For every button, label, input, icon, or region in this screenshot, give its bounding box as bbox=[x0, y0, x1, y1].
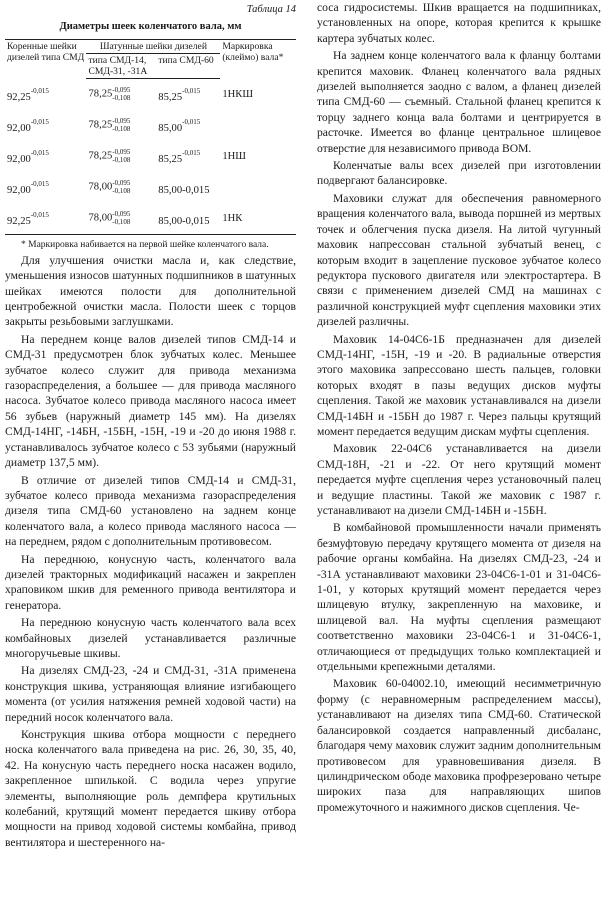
table-footnote: * Маркировка набивается на первой шейке коленчатого вала. bbox=[21, 239, 269, 250]
marking-cell bbox=[220, 172, 296, 203]
paragraph: В комбайновой промышленности начали применять безмуфтовую передачу крутящего момента от дизеля на рабочие органы комбайна. На дизелях СМД-23, -24 и -31А устанавливают маховики 23-04С6-1-01 и 31-04С6-1-01, у которых крутящий момент передается через шлицевую втулку, закрепленную на маховике, и шлицевой вал. На муфты сцепления размещают соответственно маховики 23-04С6-1 и 31-04С6-1, отличающиеся от предыдущих только комплектацией и отдельными крепежными деталями. bbox=[317, 521, 601, 674]
table-caption: Таблица 14 bbox=[246, 4, 296, 15]
paragraph: Маховик 14-04С6-1Б предназначен для дизелей СМД-14НГ, -15Н, -19 и -20. В радиальные отверстия этого маховика запрессовано шесть пальцев, головки которых входят в пазы ведущих дисков муфты сцепления. Такой же маховик устанавливался на дизели СМД-14БН и -15БН до 1987 г. Через пальцы крутящий момент передается ведущим дискам муфты сцепления. bbox=[317, 332, 601, 438]
diameters-table bbox=[5, 39, 296, 235]
marking-cell: 1НК bbox=[220, 203, 296, 235]
paragraph: В отличие от дизелей типов СМД-14 и СМД-31, зубчатое колесо привода механизма газораспределения дизеля типа СМД-60 установлено на заднем конце коленчатого вала, а колесо привода масляного насоса — на переднем, рядом с дополнительным противовесом. bbox=[5, 473, 296, 549]
rod-journal-smd60-cell: $85,25^{-0,015}$ bbox=[158, 148, 201, 165]
main-journal-cell: $92,25^{-0,015}$ bbox=[5, 203, 86, 235]
table-row bbox=[5, 172, 296, 203]
paragraph: На переднюю конусную часть коленчатого вала всех комбайновых дизелей устанавливается различные многоручьевые шкивы. bbox=[5, 616, 296, 660]
rod-journal-smd14-cell: 78,25 -0,095 -0,108 bbox=[88, 86, 131, 103]
main-journal-cell: $92,00^{-0,015}$ bbox=[7, 148, 49, 165]
paragraph: На переднем конце валов дизелей типов СМД-14 и СМД-31 предусмотрен блок зубчатых колес. Меньшее зубчатое колесо служит для привода механизма газораспределения, а большее — для привода масляного насоса. Зубчатое колесо привода масляного насоса имеет 56 зубьев (наружный диаметр 145 мм). На дизелях СМД-14НГ, -14БН, -15БН, -15Н, -19 и -20 до июня 1988 г. устанавливалось зубчатое колесо с 53 зубьями (наружный диаметр 137,5 мм). bbox=[5, 332, 296, 470]
rod-journal-smd60-cell: 85,00-0,015 bbox=[158, 184, 210, 196]
marking-cell: 1НШ bbox=[222, 150, 246, 162]
paragraph: На заднем конце коленчатого вала к фланцу болтами крепится маховик. Фланец коленчатого вала рядных дизелей выполняется заодно с валом, а фланец дизелей типа СМД-60 — съемный. Стальной фланец крепится к торцу заднего конца вала болтами и центрируется в расточке. Имеется во фланце центральное шлицевое отверстие для независимого привода ВОМ. bbox=[317, 49, 601, 155]
paragraph: На дизелях СМД-23, -24 и СМД-31, -31А применена конструкция шкива, устраняющая влияние изгибающего момента (от усилия натяжения ремней ходовой части) на передний носок коленчатого вала. bbox=[5, 664, 296, 724]
table-row bbox=[5, 110, 296, 141]
header-smd14: типа СМД-14, СМД-31, -31А bbox=[86, 53, 156, 78]
marking-cell bbox=[220, 110, 296, 141]
left-column bbox=[5, 0, 296, 852]
paragraph: На переднюю, конусную часть, коленчатого вала дизелей тракторных модификаций насажен и закреплен храповиком шкив для ременного привода вентилятора и генератора. bbox=[5, 552, 296, 612]
header-main-journals: Коренные шейки дизелей типа СМД bbox=[5, 39, 86, 78]
header-marking: Маркировка (клеймо) вала* bbox=[220, 39, 296, 78]
paragraph: Маховики служат для обеспечения равномерного вращения коленчатого вала, вывода поршней из мертвых точек и облегчения пуска дизеля. На литой чугунный маховик напрессован стальной зубчатый венец, с которым входит в зацепление пусковое зубчатое колесо редуктора пускового двигателя или электростартера. В связи с применением дизелей СМД на машинах с различной конструкцией муфт сцепления маховики этих дизелей различны. bbox=[317, 191, 601, 329]
main-journal-cell: $92,00^{-0,015}$ bbox=[7, 179, 49, 196]
rod-journal-smd14-cell: 78,25 -0,095 -0,108 bbox=[88, 117, 131, 134]
rod-journal-smd14-cell: 78,00 -0,095 -0,108 bbox=[86, 203, 156, 235]
marking-cell: 1НКШ bbox=[222, 88, 254, 100]
header-smd60: типа СМД-60 bbox=[156, 53, 220, 78]
main-journal-cell: $92,25^{-0,015}$ bbox=[7, 86, 49, 103]
rod-journal-smd60-cell: $85,00^{-0,015}$ bbox=[158, 117, 201, 134]
rod-journal-smd14-cell: 78,25 -0,095 -0,108 bbox=[88, 148, 131, 165]
table-row bbox=[5, 141, 296, 172]
table-title: Диаметры шеек коленчатого вала, мм bbox=[59, 21, 242, 33]
table-row bbox=[5, 203, 296, 235]
header-rod-journals: Шатунные шейки дизелей bbox=[86, 39, 220, 53]
main-journal-cell: $92,00^{-0,015}$ bbox=[7, 117, 49, 134]
paragraph: Маховик 60-04002.10, имеющий несимметричную форму (с неравномерным распределением массы), устанавливают на дизелях типа СМД-60. Статической балансировкой создается направленный дисбаланс, благодаря чему маховик служит задним дополнительным противовесом для уравновешивания дизеля. В цилиндрическом ободе маховика профрезеровано четыре широких паза для направляющих шипов промежуточного и нажимного дисков сцепления. Че- bbox=[317, 677, 601, 814]
rod-journal-smd60-cell: 85,00-0,015 bbox=[156, 203, 220, 235]
right-column bbox=[317, 0, 601, 817]
paragraph: соса гидросистемы. Шкив вращается на подшипниках, установленных на опоре, которая крепится к крышке картера зубчатых колес. bbox=[317, 1, 601, 45]
paragraph: Коленчатые валы всех дизелей при изготовлении подвергают балансировке. bbox=[317, 159, 601, 188]
paragraph: Маховик 22-04С6 устанавливается на дизели СМД-18Н, -21 и -22. От него крутящий момент передается муфте сцепления через установочный палец и ведущие пластины. Такой же маховик с 1987 г. устанавливают на дизели СМД-14БН и -15БН. bbox=[317, 442, 601, 517]
rod-journal-smd14-cell: 78,00 -0,095 -0,108 bbox=[88, 179, 131, 196]
rod-journal-smd60-cell: $85,25^{-0,015}$ bbox=[158, 86, 201, 103]
paragraph: Конструкция шкива отбора мощности с переднего носка коленчатого вала приведена на рис. 26, 30, 35, 40, 42. На конусную часть переднего носка насажен водило, закрепленное шпилькой. С водила через упругие элементы, выполняющие роль демпфера крутильных колебаний, крутящий момент передается шкиву отбора мощности на привод ходовой системы комбайна, привод вентилятора и шестеренного на- bbox=[5, 728, 296, 849]
table-row bbox=[5, 78, 296, 110]
paragraph: Для улучшения очистки масла и, как следствие, уменьшения износов шатунных подшипников в шатунных шейках имеются полости для дополнительной центробежной очистки масла. Полости шеек с торцов закрыты резьбовыми заглушками. bbox=[5, 253, 296, 329]
